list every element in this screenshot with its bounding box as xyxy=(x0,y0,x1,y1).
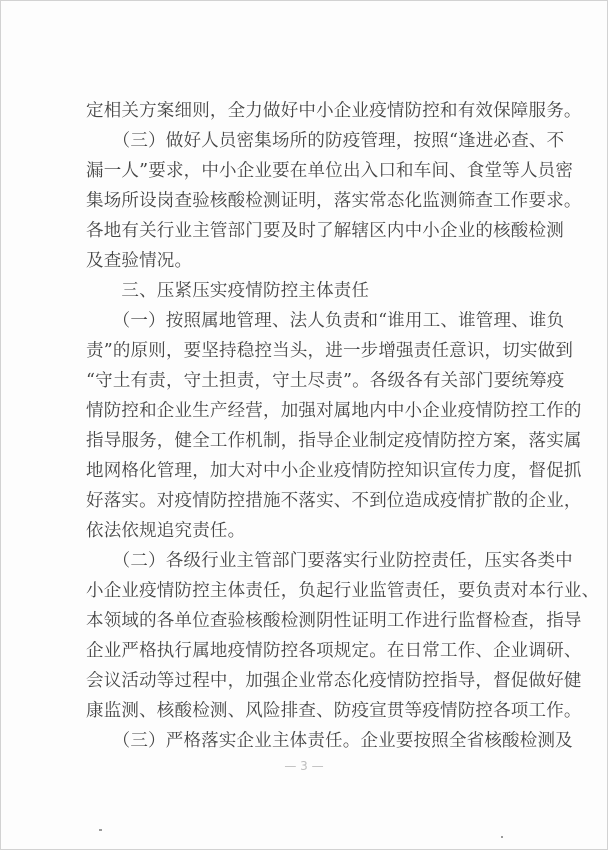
text-line-10: “守土有责，守土担责，守土尽责”。各级各有关部门要统筹疫 xyxy=(86,371,565,391)
text-line-2: （三）做好人员密集场所的防疫管理，按照“逢进必查、不 xyxy=(86,131,565,151)
text-line-19: 企业严格执行属地疫情防控各项规定。在日常工作、企业调研、 xyxy=(86,641,582,661)
text-line-16: （二）各级行业主管部门要落实行业防控责任，压实各类中 xyxy=(86,551,573,571)
body-text xyxy=(86,96,600,756)
text-line-17: 小企业疫情防控主体责任，负起行业监管责任，要负责对本行业、 xyxy=(86,581,600,601)
page-number: — 3 — xyxy=(284,759,324,773)
scan-speck xyxy=(99,829,102,831)
text-line-14: 好落实。对疫情防控措施不落实、不到位造成疫情扩散的企业， xyxy=(86,491,582,511)
text-line-12: 指导服务，健全工作机制，指导企业制定疫情防控方案，落实属 xyxy=(86,431,582,451)
text-line-5: 各地有关行业主管部门要及时了解辖区内中小企业的核酸检测 xyxy=(86,221,564,241)
text-line-18: 本领域的各单位查验核酸检测阴性证明工作进行监督检查，指导 xyxy=(86,611,582,631)
text-line-21: 康监测、核酸检测、风险排查、防疫宣贯等疫情防控各项工作。 xyxy=(86,701,582,721)
text-line-3: 漏一人”要求，中小企业要在单位出入口和车间、食堂等人员密 xyxy=(86,161,574,181)
text-line-13: 地网格化管理，加大对中小企业疫情防控知识宣传力度，督促抓 xyxy=(86,461,582,481)
text-line-20: 会议活动等过程中，加强企业常态化疫情防控指导，督促做好健 xyxy=(86,671,582,691)
text-line-11: 情防控和企业生产经营，加强对属地内中小企业疫情防控工作的 xyxy=(86,401,582,421)
text-line-9: 责”的原则，要坚持稳控当头，进一步增强责任意识，切实做到 xyxy=(86,341,574,361)
scan-speck xyxy=(501,836,503,838)
text-line-22: （三）严格落实企业主体责任。企业要按照全省核酸检测及 xyxy=(86,731,573,751)
text-line-6: 及查验情况。 xyxy=(86,251,193,271)
section-heading: 三、压紧压实疫情防控主体责任 xyxy=(86,281,370,301)
text-line-8: （一）按照属地管理、法人负责和“谁用工、谁管理、谁负 xyxy=(86,311,565,331)
text-line-15: 依法依规追究责任。 xyxy=(86,521,246,541)
text-line-4: 集场所设岗查验核酸检测证明，落实常态化监测筛查工作要求。 xyxy=(86,191,582,211)
text-line-1: 定相关方案细则，全力做好中小企业疫情防控和有效保障服务。 xyxy=(86,101,582,121)
